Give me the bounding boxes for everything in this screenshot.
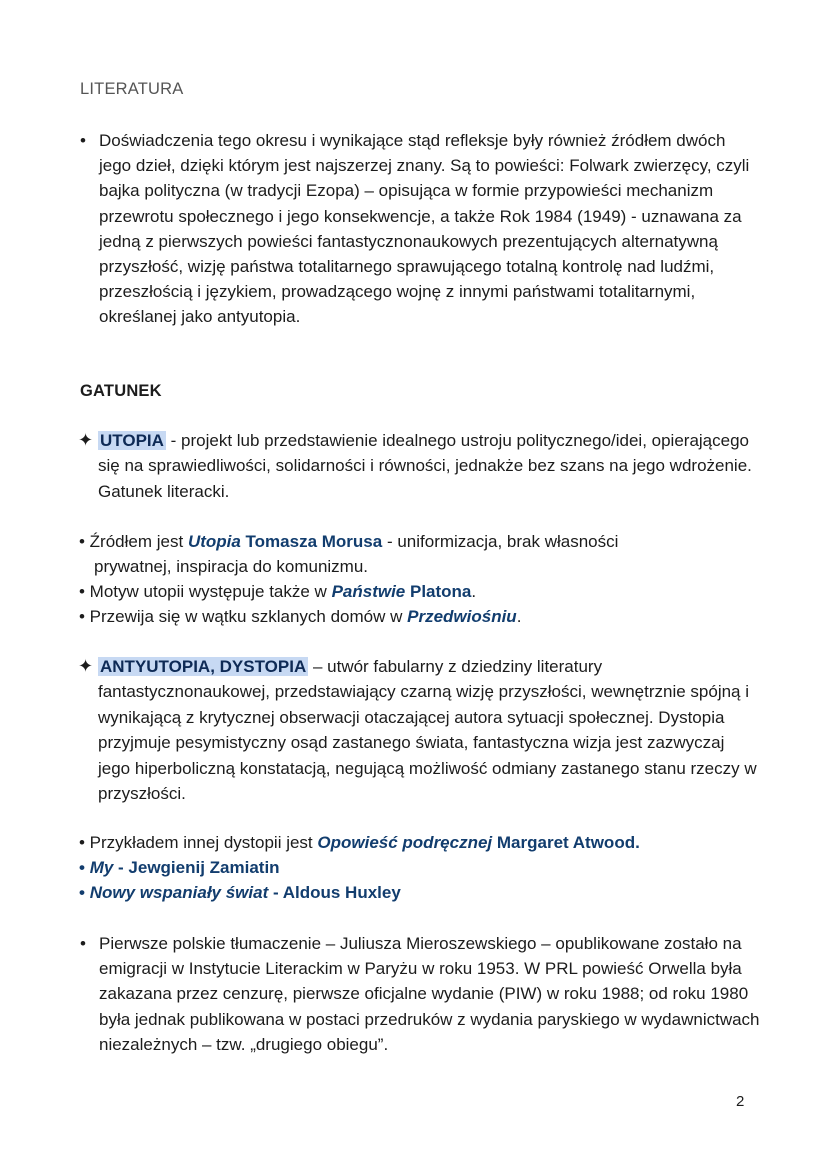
- section-heading-literatura: LITERATURA: [80, 80, 184, 98]
- utopia-definition-text: - projekt lub przedstawienie idealnego ustroju politycznego/idei, opierającego się na sprawiedliwości, solidarności i równości, jednakże bez szans na jego wdrożenie. Gatunek literacki.: [98, 431, 752, 501]
- list-item: • Motyw utopii występuje także w Państwie Platona.: [79, 582, 477, 601]
- book-author: - Aldous Huxley: [268, 883, 401, 902]
- translation-paragraph-text: Pierwsze polskie tłumaczenie – Juliusza Mieroszewskiego – opublikowane zostało na emigracji w Instytucie Literackim w Paryżu w roku 1953. W PRL powieść Orwella była zakazana przez cenzurę, pierwsze oficjalne wydanie (PIW) w roku 1988; od roku 1980 była jednak publikowana w postaci przedruków z wydania paryskiego w wydawnictwach niezależnych – tzw. „drugiego obiegu”.: [99, 934, 760, 1054]
- literature-paragraph: [80, 128, 760, 330]
- bullet: •: [80, 934, 86, 953]
- utopia-definition: [78, 428, 758, 504]
- section-heading-gatunek: GATUNEK: [80, 382, 162, 400]
- dystopia-definition-text: – utwór fabularny z dziedziny literatury fantastycznonaukowej, przedstawiający czarną wizję przyszłości, wewnętrznie spójną i wynikającą z krytycznej obserwacji otaczającej autora sytuacji społecznej. Dystopia przyjmuje pesymistyczny osąd zastanego świata, fantastyczna wizja jest zazwyczaj jego hiperboliczną konstatacją, negującą możliwość odmiany zastanego stanu rzeczy w przyszłości.: [98, 657, 757, 804]
- book-title: Przedwiośniu: [407, 607, 517, 626]
- book-title: Państwie: [331, 582, 406, 601]
- list-item: • My - Jewgienij Zamiatin: [79, 858, 280, 877]
- book-title: My: [89, 858, 114, 877]
- literature-paragraph-text: Doświadczenia tego okresu i wynikające stąd refleksje były również źródłem dwóch jego dzieł, dzięki którym jest najszerzej znany. Są to powieści: Folwark zwierzęcy, czyli bajka polityczna (w tradycji Ezopa) – opisująca w formie przypowieści mechanizm przewrotu społecznego i jego konsekwencje, a także Rok 1984 (1949) - uznawana za jedną z pierwszych powieści fantastycznonaukowych prezentujących alternatywną przyszłość, wizję państwa totalitarnego sprawującego totalną kontrolę nad ludźmi, przeszłością i językiem, prowadzącego wojnę z innymi państwami totalitarnymi, określanej jako antyutopia.: [99, 131, 750, 327]
- book-author: Margaret Atwood.: [492, 833, 640, 852]
- bullet: •: [80, 131, 86, 150]
- dystopia-term: ANTYUTOPIA, DYSTOPIA: [100, 657, 307, 676]
- translation-paragraph: [80, 931, 760, 1057]
- list-item: • Źródłem jest Utopia Tomasza Morusa - uniformizacja, brak własności: [79, 532, 619, 551]
- list-item: • Przykładem innej dystopii jest Opowieść podręcznej Margaret Atwood.: [79, 833, 640, 852]
- utopia-term: UTOPIA: [100, 431, 164, 450]
- list-item: • Przewija się w wątku szklanych domów w Przedwiośniu.: [79, 607, 522, 626]
- dystopia-definition: [78, 654, 758, 806]
- list-item-continuation: prywatnej, inspiracja do komunizmu.: [94, 557, 369, 576]
- book-title: Nowy wspaniały świat: [89, 883, 269, 902]
- book-author: - Jewgienij Zamiatin: [113, 858, 280, 877]
- book-title: Utopia: [187, 532, 241, 551]
- book-author: Platona: [405, 582, 472, 601]
- book-title: Opowieść podręcznej: [317, 833, 493, 852]
- list-item: • Nowy wspaniały świat - Aldous Huxley: [79, 883, 401, 902]
- page-number: 2: [736, 1093, 745, 1110]
- star-icon: ✦: [78, 656, 94, 676]
- book-author: Tomasza Morusa: [240, 532, 383, 551]
- star-icon: ✦: [78, 430, 94, 450]
